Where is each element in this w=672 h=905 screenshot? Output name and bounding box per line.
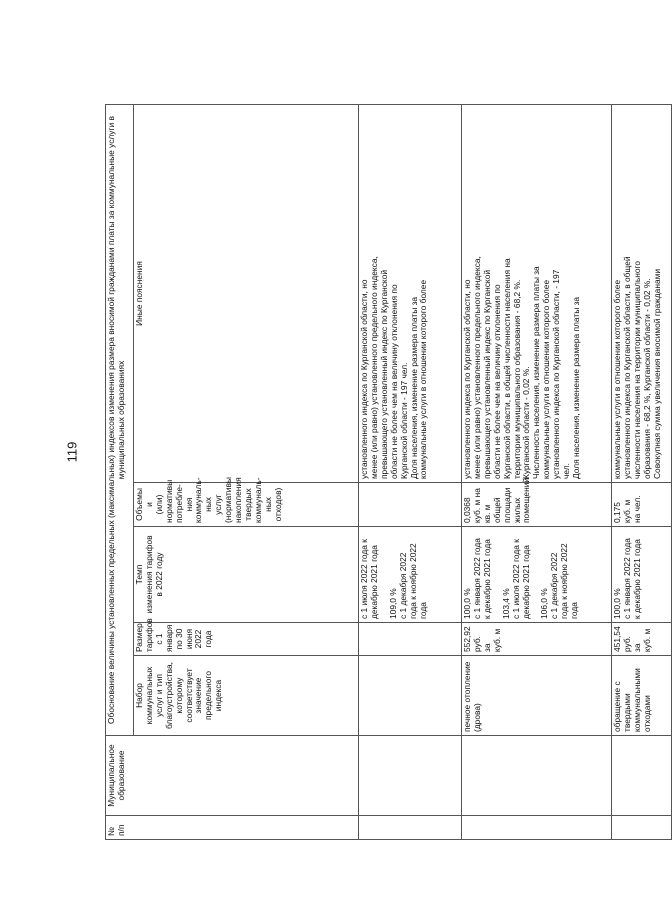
text-line: января bbox=[163, 624, 174, 652]
text-line: 100,0 % bbox=[462, 588, 472, 619]
rotated-table-page bbox=[105, 105, 662, 840]
cell-municipality bbox=[462, 736, 612, 816]
text-line: куб. м bbox=[491, 628, 502, 652]
text-line: кв. м общей bbox=[481, 497, 502, 523]
text-line: соответствует bbox=[183, 668, 194, 723]
text-line: площади bbox=[501, 487, 512, 523]
header-other: Иные пояснения bbox=[134, 104, 359, 482]
text-line: печное отопление bbox=[462, 661, 472, 732]
text-line: Набор bbox=[134, 683, 144, 708]
text-line: 106,0 % bbox=[539, 588, 550, 619]
text-line: ных bbox=[262, 497, 273, 512]
cell-service bbox=[462, 656, 612, 736]
text-line: территории муниципального образования - 68,2 %. bbox=[511, 279, 522, 479]
table-row bbox=[359, 104, 462, 839]
text-line: (или) bbox=[153, 494, 164, 515]
text-line: 0,175 куб. м bbox=[612, 499, 632, 523]
table-row bbox=[462, 104, 612, 839]
text-line: с 1 января 2022 года bbox=[621, 538, 632, 619]
cell-tariff-size bbox=[612, 623, 672, 656]
text-line: Размер bbox=[134, 623, 144, 652]
cell-volume bbox=[462, 477, 612, 527]
text-line: изменения тарифов bbox=[143, 535, 154, 614]
text-line: Доля населения, изменение размера платы за bbox=[570, 296, 581, 479]
text-line: (нормативы bbox=[223, 477, 234, 523]
text-line: с 1 января 2022 года bbox=[471, 538, 482, 619]
text-line: коммуналь- bbox=[252, 477, 263, 523]
table-row bbox=[612, 104, 672, 839]
cell-rate bbox=[462, 527, 612, 623]
text-line: накопления bbox=[233, 477, 244, 523]
text-line: Численность населения, изменение размера платы за bbox=[531, 266, 542, 479]
cell-rate bbox=[612, 527, 672, 623]
cell-other bbox=[612, 104, 672, 482]
text-line: установленного индекса по Курганской области, но bbox=[359, 279, 369, 479]
text-line: которому bbox=[173, 677, 184, 714]
cell-other bbox=[462, 104, 612, 482]
text-line: 100,0 % bbox=[612, 588, 622, 619]
text-line: услуг и тип bbox=[153, 674, 164, 717]
cell-volume bbox=[359, 483, 462, 527]
text-line: коммунальные услуги в отношении которого более bbox=[418, 279, 429, 479]
text-line: установленного индекса по Курганской области, в общей bbox=[621, 256, 632, 479]
text-line: к декабрю 2021 года bbox=[631, 539, 642, 619]
text-line: коммунальные услуги в отношении которого более bbox=[541, 279, 552, 479]
text-line: менее (или равно) установленного предельного индекса, bbox=[368, 256, 379, 479]
text-line: (дрова) bbox=[471, 703, 482, 732]
text-line: руб. за bbox=[471, 636, 492, 652]
text-line: Темп bbox=[134, 564, 144, 585]
text-line: области не более чем на величину отклонения по bbox=[388, 284, 399, 479]
text-line: установленного индекса по Курганской области, - 197 bbox=[551, 269, 562, 479]
text-line: 2022 bbox=[193, 629, 204, 649]
page-number: 119 bbox=[64, 441, 80, 463]
text-line: по 30 bbox=[173, 628, 184, 650]
header-justification: Обоснование величины установленных предельных (максимальных) индексов изменения размера вносимой гражданами платы за коммунальные услуги в муниципальных образованиях bbox=[106, 104, 134, 735]
text-line: декабрю 2021 года bbox=[520, 545, 531, 619]
cell-num bbox=[612, 816, 672, 840]
text-line: 103,4 % bbox=[500, 588, 511, 619]
text-line: коммунальными bbox=[631, 668, 642, 732]
text-line: помещений bbox=[521, 477, 532, 523]
text-line: области не более чем на величину отклонения по bbox=[491, 284, 502, 479]
header-volumes bbox=[134, 477, 359, 527]
text-line: Объемы и bbox=[134, 488, 154, 521]
cell-volume bbox=[612, 483, 672, 527]
text-line: твердых bbox=[242, 488, 253, 521]
text-line: с 1 декабря 2022 bbox=[397, 552, 408, 619]
text-line: куб. м bbox=[641, 628, 652, 652]
text-line: Курганской области - 0,02 %. bbox=[521, 366, 532, 479]
text-line: куб. м на bbox=[471, 488, 482, 523]
text-line: предельного bbox=[203, 671, 214, 720]
text-line: численности населения на территории муниципального bbox=[631, 260, 642, 479]
text-line: Курганской области, в общей численности населения на bbox=[501, 258, 512, 479]
text-line: Курганской области - 197 чел. bbox=[398, 362, 409, 479]
text-line: 109,0 % bbox=[387, 588, 398, 619]
text-line: отходами bbox=[641, 695, 652, 732]
text-line: коммунальные услуги в отношении которого более bbox=[612, 279, 622, 479]
header-num: № п/п bbox=[106, 816, 359, 840]
text-line: с 1 июля 2022 года к bbox=[359, 539, 369, 619]
text-line: превышающего установленный индекс по Курганской bbox=[481, 269, 492, 479]
text-line: ния bbox=[183, 497, 194, 512]
text-line: коммуналь- bbox=[193, 477, 204, 523]
text-line: значение bbox=[193, 677, 204, 714]
header-service-set bbox=[134, 656, 359, 736]
cell-num bbox=[462, 816, 612, 840]
cell-service bbox=[612, 656, 672, 736]
text-line: ных услуг bbox=[203, 494, 224, 515]
text-line: в 2022 году bbox=[153, 552, 164, 597]
text-line: благоустройства, bbox=[163, 662, 174, 729]
text-line: июня bbox=[183, 628, 194, 650]
header-municipality: Муниципальное образование bbox=[106, 736, 359, 816]
text-line: Доля населения, изменение размера платы за bbox=[408, 296, 419, 479]
text-line: 552,92 bbox=[462, 626, 472, 652]
text-line: с 1 декабря 2022 bbox=[549, 552, 560, 619]
text-line: образования - 68,2 %, Курганской области - 0,02 %. bbox=[641, 278, 652, 479]
text-line: обращение с bbox=[612, 681, 622, 732]
text-line: на чел. bbox=[631, 495, 642, 523]
cell-municipality bbox=[612, 736, 672, 816]
cell-tariff-size bbox=[359, 623, 462, 656]
text-line: превышающего установленный индекс по Курганской bbox=[378, 269, 389, 479]
text-line: декабрю 2021 года bbox=[368, 545, 379, 619]
text-line: установленного индекса по Курганской области, но bbox=[462, 279, 472, 479]
text-line: к декабрю 2021 года bbox=[481, 539, 492, 619]
text-line: твердыми bbox=[621, 693, 632, 732]
cell-municipality bbox=[359, 736, 462, 816]
text-line: Совокупная сумма увеличения вносимой гражданами bbox=[651, 268, 662, 479]
text-line: года bbox=[417, 602, 428, 619]
text-line: чел. bbox=[561, 463, 572, 479]
text-line: потребле- bbox=[173, 484, 184, 523]
cell-num bbox=[359, 816, 462, 840]
text-line: жилых bbox=[511, 497, 522, 523]
text-line: с 1 bbox=[153, 633, 164, 645]
text-line: руб. за bbox=[621, 636, 642, 652]
text-line: 451,54 bbox=[612, 626, 622, 652]
text-line: коммунальных bbox=[143, 666, 154, 725]
text-line: с 1 июля 2022 года к bbox=[510, 539, 521, 619]
text-line: года bbox=[203, 630, 214, 648]
text-line: тарифов bbox=[143, 618, 154, 652]
cell-tariff-size bbox=[462, 623, 612, 656]
text-line: нормативы bbox=[163, 479, 174, 523]
text-line: индекса bbox=[213, 679, 224, 712]
cell-other bbox=[359, 104, 462, 482]
cell-service bbox=[359, 656, 462, 736]
text-line: 0,0368 bbox=[462, 497, 472, 523]
cell-rate bbox=[359, 527, 462, 623]
header-tariff-size bbox=[134, 618, 359, 656]
header-tariff-rate bbox=[134, 527, 359, 623]
text-line: менее (или равно) установленного предельного индекса, bbox=[471, 256, 482, 479]
text-line: года bbox=[569, 602, 580, 619]
text-line: года к ноябрю 2022 bbox=[559, 543, 570, 619]
text-line: года к ноябрю 2022 bbox=[407, 543, 418, 619]
tariff-justification-table bbox=[105, 104, 672, 840]
text-line: отходов) bbox=[272, 487, 283, 522]
